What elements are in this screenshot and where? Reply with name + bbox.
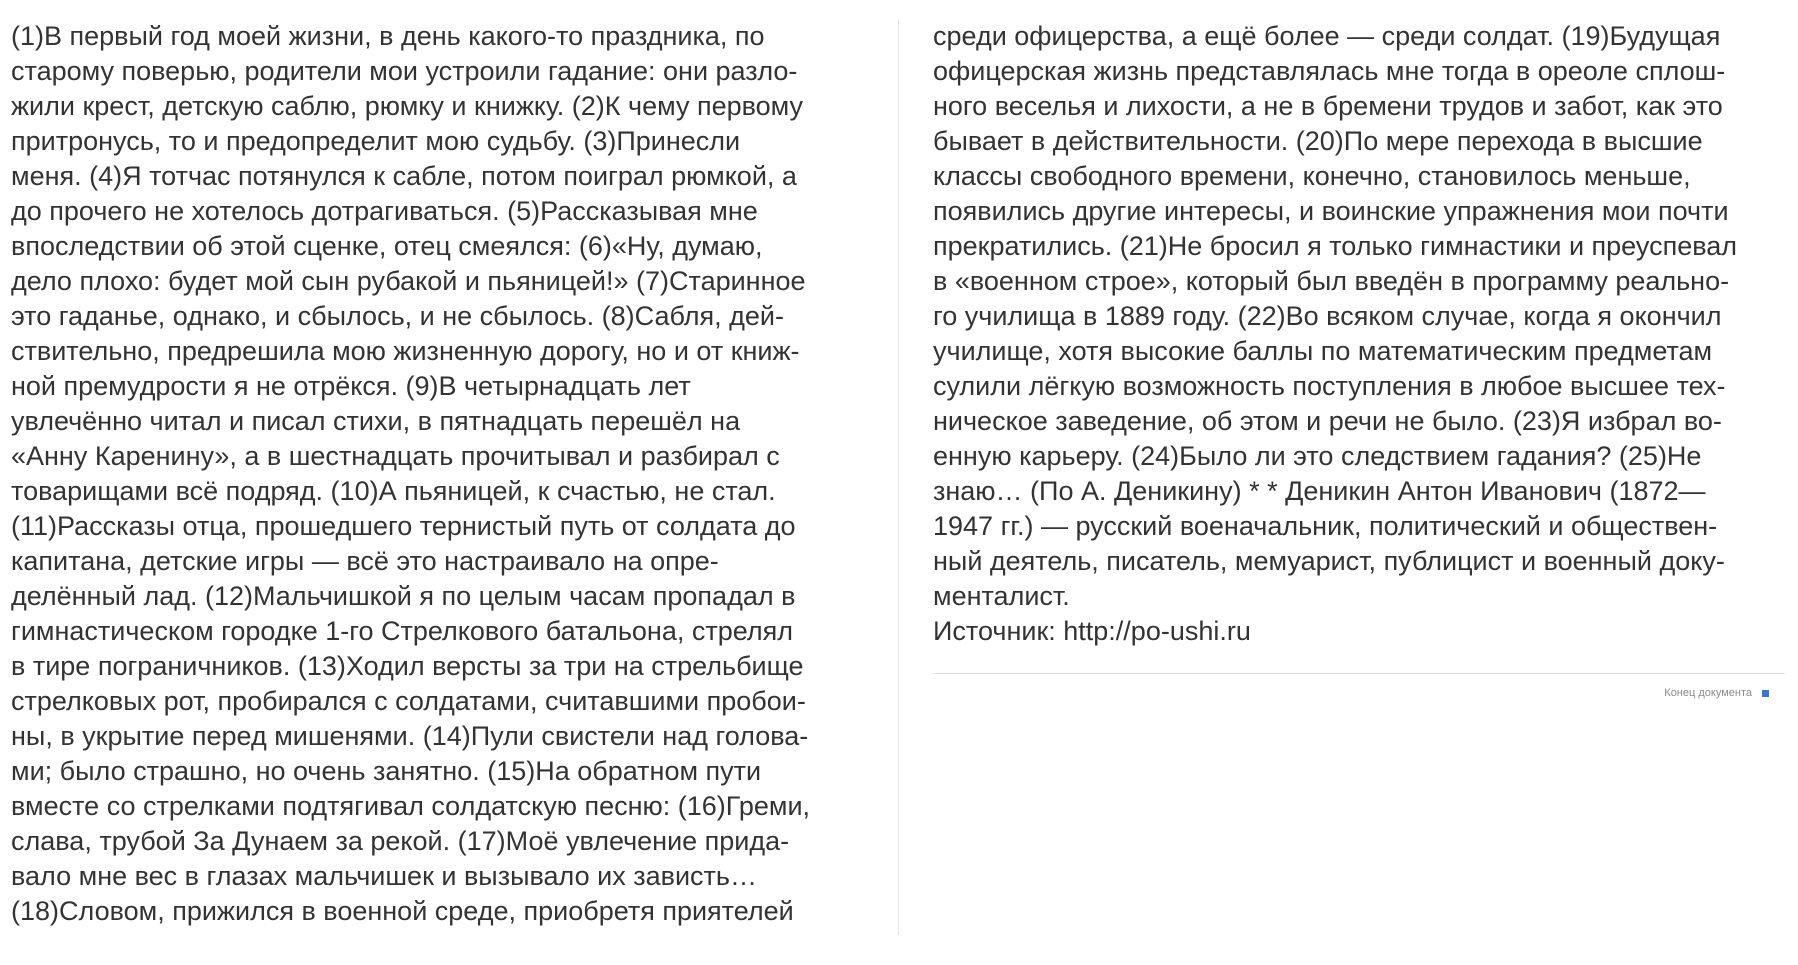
text-line: в «военном строе», который был введён в программу реально- — [933, 266, 1730, 296]
text-line: знаю… (По А. Деникину) * * Деникин Антон Иванович (1872— — [933, 476, 1706, 506]
text-line: училище, хотя высокие баллы по математическим предметам — [933, 336, 1713, 366]
text-line: ной премудрости я не отрёкся. (9)В четырнадцать лет — [11, 371, 691, 401]
text-line: увлечённо читал и писал стихи, в пятнадцать перешёл на — [11, 406, 741, 436]
text-line: старому поверью, родители мои устроили гадание: они разло- — [11, 56, 798, 86]
text-line: (18)Словом, прижился в военной среде, приобретя приятелей — [11, 896, 794, 926]
text-line: ствительно, предрешила мою жизненную дорогу, но и от книж- — [11, 336, 800, 366]
text-line: го училища в 1889 году. (22)Во всяком случае, когда я окончил — [933, 301, 1722, 331]
text-line: ны, в укрытие перед мишенями. (14)Пули свистели над голова- — [11, 721, 809, 751]
text-line: появились другие интересы, и воинские упражнения мои почти — [933, 196, 1729, 226]
text-line: товарищами всё подряд. (10)А пьяницей, к счастью, не стал. — [11, 476, 776, 506]
right-text-column — [933, 19, 1793, 649]
text-line: впоследствии об этой сценке, отец смеялся: (6)«Ну, думаю, — [11, 231, 763, 261]
text-line: слава, трубой За Дунаем за рекой. (17)Моё увлечение прида- — [11, 826, 790, 856]
end-of-document — [1664, 686, 1769, 700]
text-line: классы свободного времени, конечно, становилось меньше, — [933, 161, 1691, 191]
text-line: енную карьеру. (24)Было ли это следствием гадания? (25)Не — [933, 441, 1702, 471]
text-line: бывает в действительности. (20)По мере перехода в высшие — [933, 126, 1703, 156]
text-line: жили крест, детскую саблю, рюмку и книжку. (2)К чему первому — [11, 91, 804, 121]
text-line: (1)В первый год моей жизни, в день какого-то праздника, по — [11, 21, 765, 51]
text-line: сулили лёгкую возможность поступления в любое высшее тех- — [933, 371, 1726, 401]
text-line: среди офицерства, а ещё более — среди солдат. (19)Будущая — [933, 21, 1721, 51]
end-of-document-label: Конец документа — [1664, 687, 1752, 699]
column-divider — [898, 20, 899, 935]
text-line: делённый лад. (12)Мальчишкой я по целым часам пропадал в — [11, 581, 796, 611]
text-line: Источник: http://po-ushi.ru — [933, 616, 1251, 646]
text-line: стрелковых рот, пробирался с солдатами, считавшими пробои- — [11, 686, 806, 716]
text-line: менталист. — [933, 581, 1070, 611]
text-line: в тире пограничников. (13)Ходил версты за три на стрельбище — [11, 651, 804, 681]
text-line: (11)Рассказы отца, прошедшего тернистый путь от солдата до — [11, 511, 796, 541]
text-line: дело плохо: будет мой сын рубакой и пьяницей!» (7)Старинное — [11, 266, 806, 296]
text-line: это гаданье, однако, и сбылось, и не сбылось. (8)Сабля, дей- — [11, 301, 784, 331]
text-line: 1947 гг.) — русский военачальник, политический и обществен- — [933, 511, 1718, 541]
text-line: вместе со стрелками подтягивал солдатскую песню: (16)Греми, — [11, 791, 811, 821]
text-line: ный деятель, писатель, мемуарист, публицист и военный доку- — [933, 546, 1725, 576]
text-line: меня. (4)Я тотчас потянулся к сабле, потом поиграл рюмкой, а — [11, 161, 797, 191]
left-text-column — [11, 19, 881, 929]
text-line: ного веселья и лихости, а не в бремени трудов и забот, как это — [933, 91, 1723, 121]
text-line: офицерская жизнь представлялась мне тогда в ореоле сплош- — [933, 56, 1726, 86]
text-line: вало мне вес в глазах мальчишек и вызывало их зависть… — [11, 861, 757, 891]
text-line: гимнастическом городке 1-го Стрелкового батальона, стрелял — [11, 616, 793, 646]
text-line: капитана, детские игры — всё это настраивало на опре- — [11, 546, 719, 576]
text-line: «Анну Каренину», а в шестнадцать прочитывал и разбирал с — [11, 441, 780, 471]
text-line: притронусь, то и предопределит мою судьбу. (3)Принесли — [11, 126, 741, 156]
end-separator — [933, 673, 1785, 674]
text-line: прекратились. (21)Не бросил я только гимнастики и преуспевал — [933, 231, 1738, 261]
text-line: до прочего не хотелось дотрагиваться. (5)Рассказывая мне — [11, 196, 758, 226]
text-line: ми; было страшно, но очень занятно. (15)На обратном пути — [11, 756, 762, 786]
text-line: ническое заведение, об этом и речи не было. (23)Я избрал во- — [933, 406, 1722, 436]
end-square-icon — [1762, 690, 1769, 697]
